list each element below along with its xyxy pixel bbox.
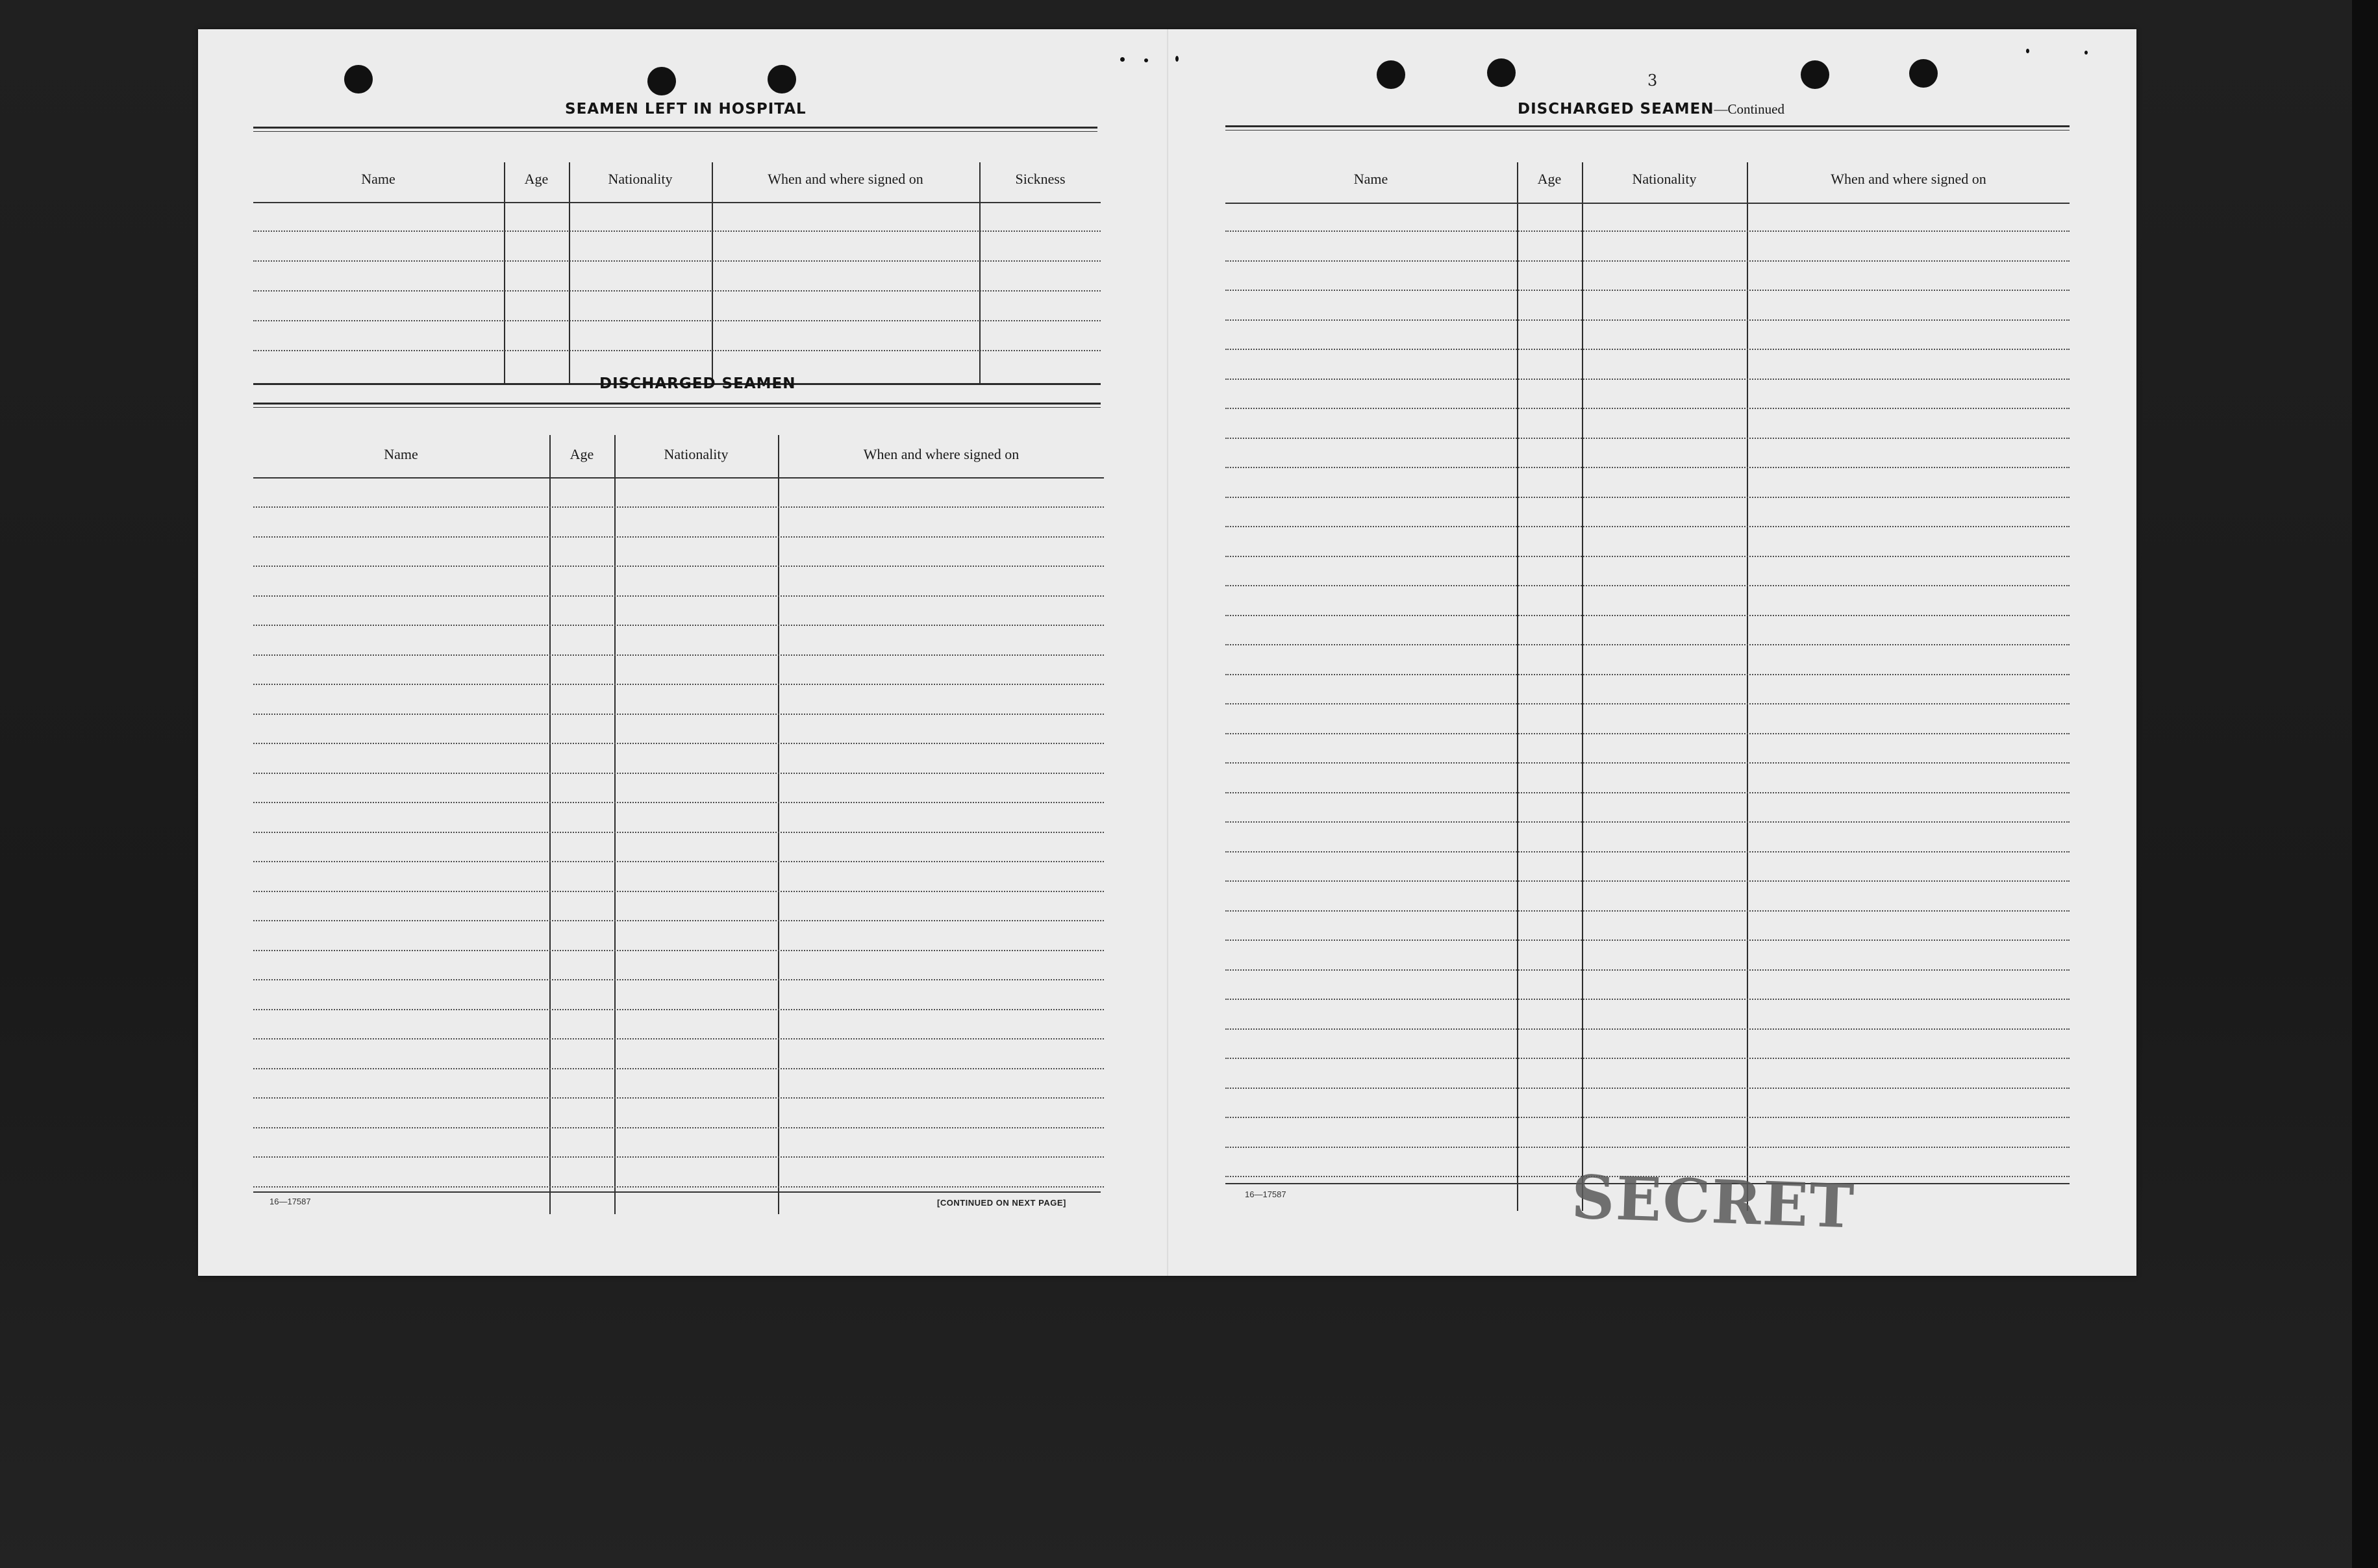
entry-line xyxy=(1225,821,2070,823)
header-divider xyxy=(1225,203,2070,204)
page-number: 3 xyxy=(1647,71,1658,90)
entry-line xyxy=(253,832,1104,833)
entry-line xyxy=(1225,556,2070,557)
entry-line xyxy=(1225,703,2070,704)
entry-line xyxy=(1225,1058,2070,1059)
entry-line xyxy=(1225,674,2070,675)
scan-speck xyxy=(1175,56,1179,62)
discharged-table-right xyxy=(1225,133,2070,1217)
hospital-table xyxy=(253,133,1101,383)
entry-line xyxy=(253,595,1104,597)
entry-line xyxy=(1225,880,2070,882)
entry-line xyxy=(1225,230,2070,232)
entry-line xyxy=(1225,1117,2070,1118)
scan-speck xyxy=(1120,57,1125,62)
column-header-age: Age xyxy=(524,171,549,187)
header-rule xyxy=(253,407,1101,408)
entry-line xyxy=(253,1038,1104,1039)
entry-line xyxy=(253,320,1101,321)
header-divider xyxy=(253,477,1104,479)
entry-line xyxy=(253,566,1104,567)
punch-hole xyxy=(768,65,796,93)
punch-hole xyxy=(647,67,676,95)
column-header-nationality: Nationality xyxy=(1632,171,1697,187)
entry-line xyxy=(1225,733,2070,734)
entry-line xyxy=(253,536,1104,538)
entry-line xyxy=(253,1068,1104,1069)
header-rule xyxy=(1225,125,2070,127)
form-number: 16—17587 xyxy=(269,1197,311,1206)
hospital-section-title: SEAMEN LEFT IN HOSPITAL xyxy=(565,101,807,118)
entry-line xyxy=(1225,467,2070,468)
entry-line xyxy=(1225,851,2070,852)
entry-line xyxy=(253,654,1104,656)
entry-line xyxy=(1225,260,2070,262)
entry-line xyxy=(1225,999,2070,1000)
column-header-signed-on: When and where signed on xyxy=(1831,171,1986,187)
punch-hole xyxy=(1801,60,1829,89)
column-header-signed-on: When and where signed on xyxy=(768,171,923,187)
entry-line xyxy=(1225,379,2070,380)
entry-line xyxy=(1225,408,2070,409)
discharged-continued-title xyxy=(1518,101,1784,118)
header-divider xyxy=(253,202,1101,203)
column-header-sickness: Sickness xyxy=(1015,171,1066,187)
continued-note: [CONTINUED ON NEXT PAGE] xyxy=(937,1198,1066,1208)
column-header-name: Name xyxy=(361,171,395,187)
entry-line xyxy=(1225,910,2070,912)
discharged-continued-title-text: DISCHARGED SEAMEN xyxy=(1518,101,1714,118)
page-fold xyxy=(1167,29,1168,1276)
discharged-section-title: DISCHARGED SEAMEN xyxy=(599,375,796,392)
entry-line xyxy=(1225,319,2070,321)
punch-hole xyxy=(1377,60,1405,89)
entry-line xyxy=(253,1186,1104,1188)
entry-line xyxy=(253,950,1104,951)
header-rule xyxy=(253,403,1101,404)
continued-suffix: —Continued xyxy=(1714,101,1784,117)
entry-line xyxy=(253,625,1104,626)
document-sheet xyxy=(198,29,2136,1276)
column-header-nationality: Nationality xyxy=(664,446,729,462)
entry-line xyxy=(253,506,1104,508)
entry-line xyxy=(253,260,1101,262)
entry-line xyxy=(1225,1147,2070,1148)
scan-speck xyxy=(1144,58,1148,62)
entry-line xyxy=(1225,585,2070,586)
punch-hole xyxy=(1909,59,1938,88)
column-header-nationality: Nationality xyxy=(608,171,673,187)
entry-line xyxy=(1225,762,2070,764)
scan-speck xyxy=(2026,49,2029,53)
entry-line xyxy=(253,290,1101,292)
entry-line xyxy=(253,714,1104,715)
column-header-name: Name xyxy=(384,446,418,462)
entry-line xyxy=(1225,615,2070,616)
entry-line xyxy=(253,1097,1104,1099)
entry-line xyxy=(1225,644,2070,645)
entry-line xyxy=(1225,497,2070,498)
entry-line xyxy=(253,1127,1104,1128)
entry-line xyxy=(1225,290,2070,291)
secret-stamp: SECRET xyxy=(1570,1162,1857,1242)
header-rule xyxy=(253,131,1097,132)
entry-line xyxy=(1225,526,2070,527)
entry-line xyxy=(253,230,1101,232)
scan-speck xyxy=(2084,51,2088,55)
entry-line xyxy=(253,1009,1104,1010)
entry-line xyxy=(253,802,1104,803)
scan-edge xyxy=(2352,0,2378,1568)
entry-line xyxy=(1225,969,2070,971)
footer-rule xyxy=(253,1191,1101,1193)
column-header-name: Name xyxy=(1353,171,1388,187)
entry-line xyxy=(1225,1028,2070,1030)
punch-hole xyxy=(1487,58,1516,87)
entry-line xyxy=(1225,940,2070,941)
entry-line xyxy=(1225,438,2070,439)
header-rule xyxy=(253,127,1097,129)
entry-line xyxy=(1225,1088,2070,1089)
entry-line xyxy=(253,1156,1104,1158)
entry-line xyxy=(253,684,1104,685)
column-header-age: Age xyxy=(1537,171,1562,187)
entry-line xyxy=(253,743,1104,744)
column-header-signed-on: When and where signed on xyxy=(863,446,1020,462)
entry-line xyxy=(253,891,1104,892)
punch-hole xyxy=(344,65,373,93)
header-rule xyxy=(1225,130,2070,131)
discharged-table-left xyxy=(253,409,1104,1224)
column-header-age: Age xyxy=(569,446,594,462)
entry-line xyxy=(253,920,1104,921)
entry-line xyxy=(253,861,1104,862)
entry-line xyxy=(1225,792,2070,793)
entry-line xyxy=(253,350,1101,351)
entry-line xyxy=(253,979,1104,980)
entry-line xyxy=(1225,349,2070,350)
form-number: 16—17587 xyxy=(1245,1189,1286,1199)
entry-line xyxy=(253,773,1104,774)
